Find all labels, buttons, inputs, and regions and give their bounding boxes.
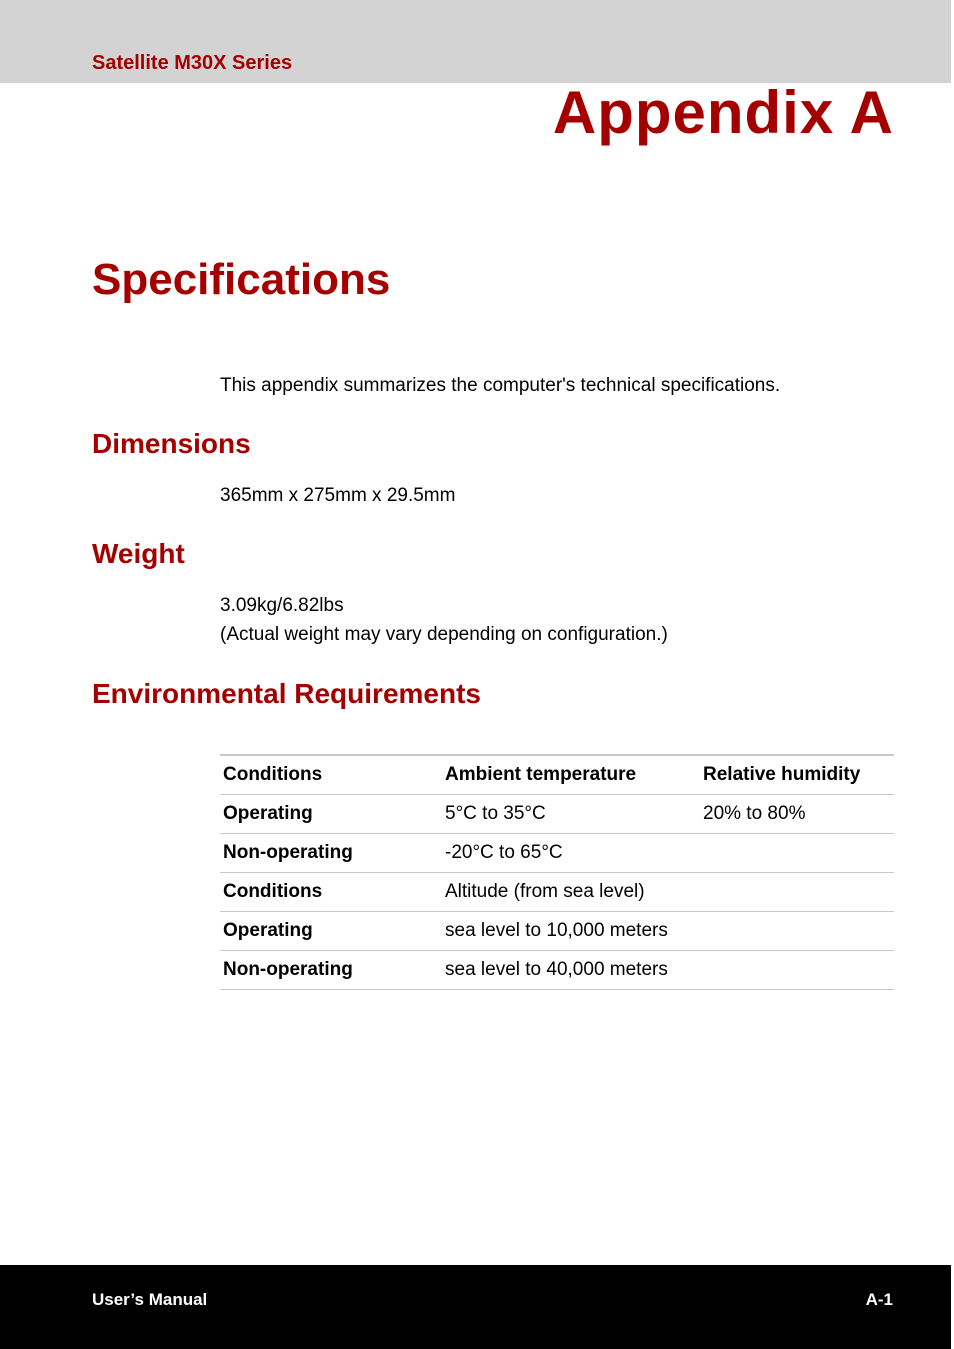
table-header-cell: Relative humidity: [700, 755, 894, 795]
dimensions-value: 365mm x 275mm x 29.5mm: [220, 485, 456, 506]
table-row: [220, 834, 894, 873]
table-cell: Non-operating: [220, 834, 442, 873]
appendix-title: Appendix A: [552, 79, 894, 146]
environment-table: [220, 754, 894, 990]
table-cell: sea level to 40,000 meters: [442, 951, 894, 990]
series-title: Satellite M30X Series: [92, 52, 293, 74]
table-cell: Operating: [220, 912, 442, 951]
table-cell: 20% to 80%: [700, 795, 894, 834]
table-header-cell: Conditions: [220, 755, 442, 795]
table-cell: 5°C to 35°C: [442, 795, 700, 834]
dimensions-heading: Dimensions: [92, 428, 251, 459]
table-header-cell: Ambient temperature: [442, 755, 700, 795]
table-cell: sea level to 10,000 meters: [442, 912, 894, 951]
table-row: [220, 951, 894, 990]
page-title: Specifications: [92, 255, 391, 304]
footer-manual-label: User’s Manual: [92, 1290, 208, 1309]
page-number: A-1: [865, 1290, 893, 1309]
intro-text: This appendix summarizes the computer's technical specifications.: [220, 375, 781, 396]
environment-heading: Environmental Requirements: [92, 678, 481, 709]
table-cell: [700, 834, 894, 873]
table-header-row: [220, 755, 894, 795]
table-cell: -20°C to 65°C: [442, 834, 700, 873]
weight-note: (Actual weight may vary depending on configuration.): [220, 624, 668, 645]
weight-block: [220, 591, 668, 649]
table-cell: Operating: [220, 795, 442, 834]
table-cell: Non-operating: [220, 951, 442, 990]
table-row: [220, 912, 894, 951]
table-cell: Conditions: [220, 873, 442, 912]
table-cell: Altitude (from sea level): [442, 873, 894, 912]
weight-heading: Weight: [92, 538, 185, 569]
weight-value: 3.09kg/6.82lbs: [220, 595, 344, 616]
table-row: [220, 873, 894, 912]
table-row: [220, 795, 894, 834]
